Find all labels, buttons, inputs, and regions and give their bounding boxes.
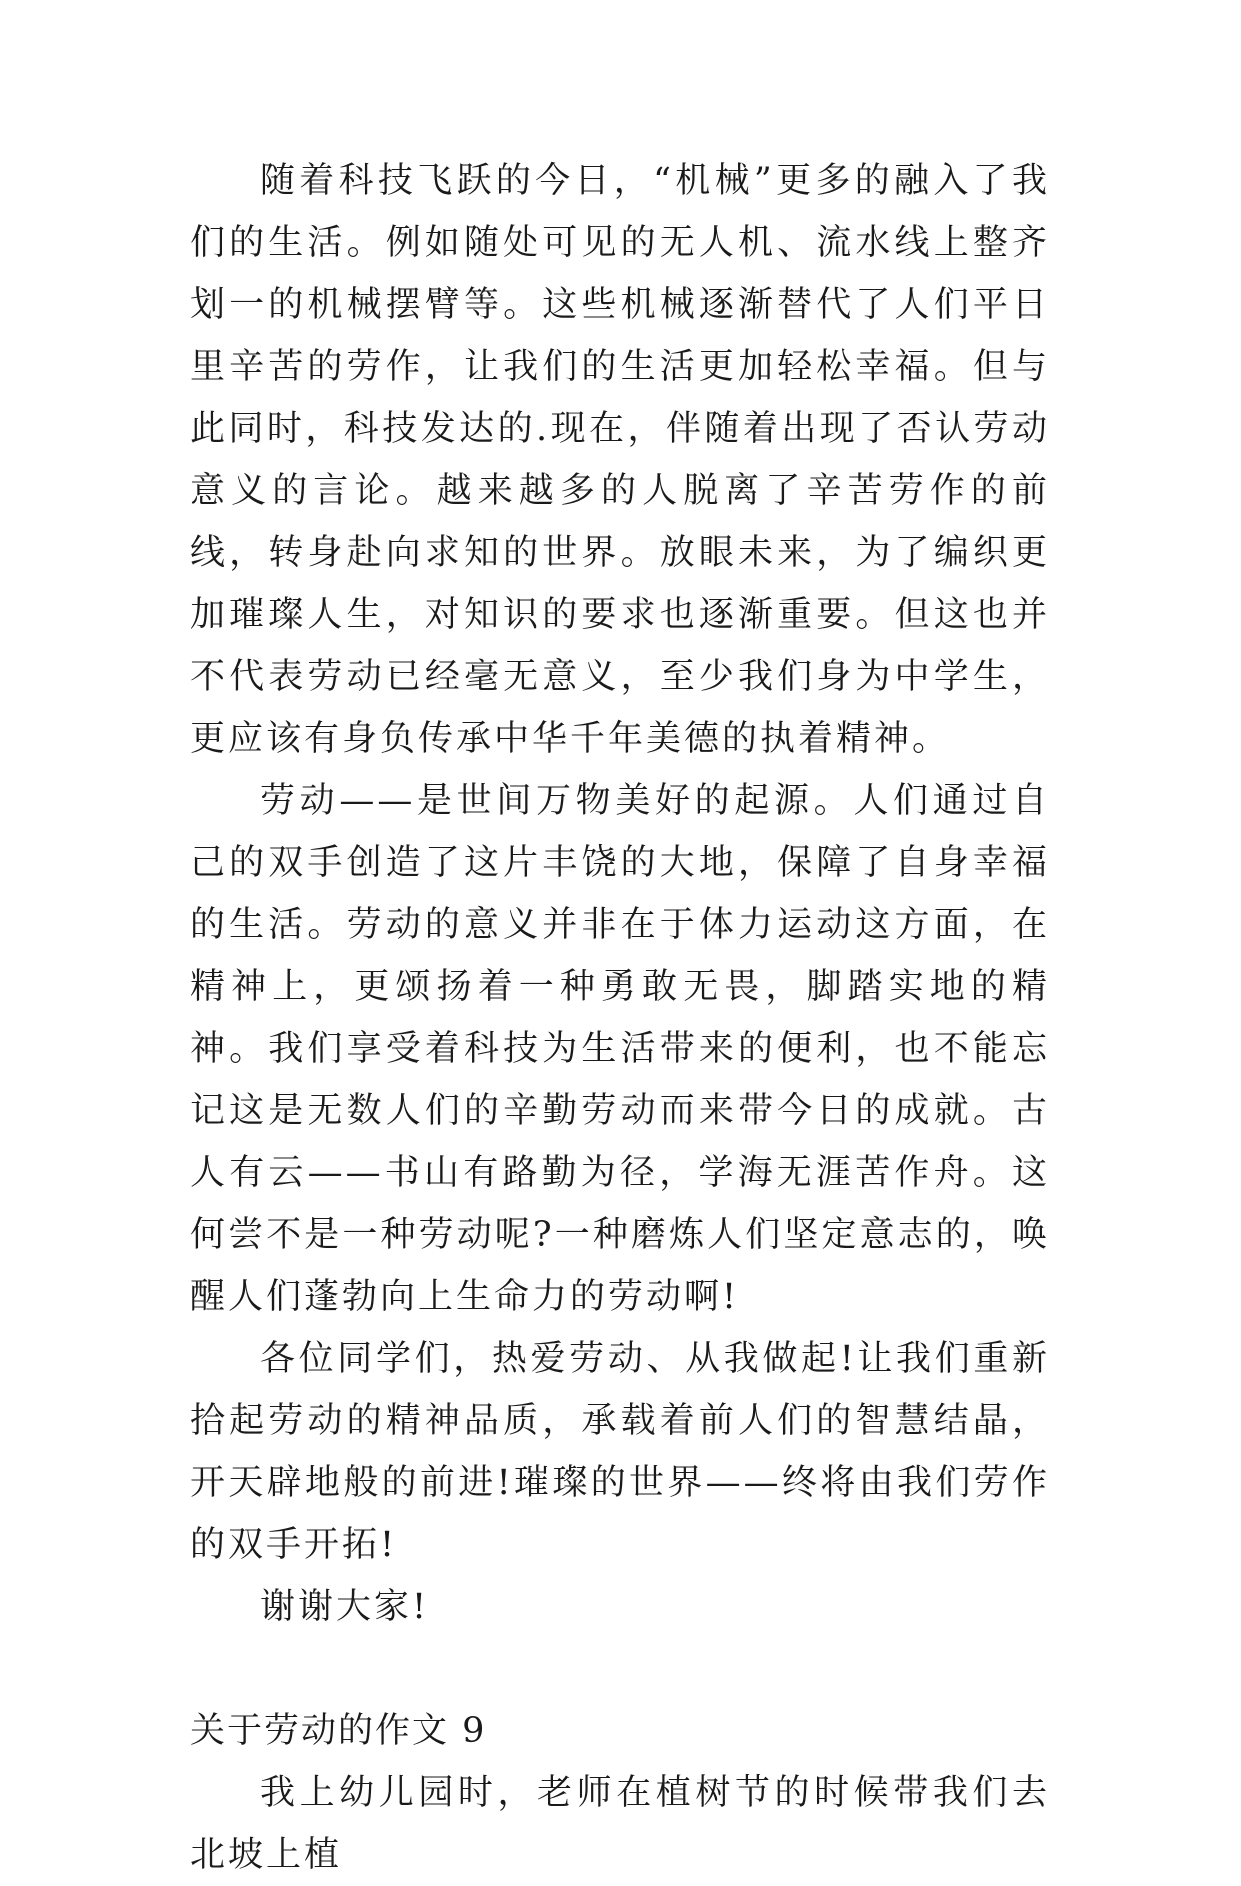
paragraph-thanks: 谢谢大家! [260,1587,430,1627]
paragraph-labor-origin: 劳动——是世间万物美好的起源。人们通过自己的双手创造了这片丰饶的大地，保障了自身幸福的生活。劳动的意义并非在于体力运动这方面，在精神上，更颂扬着一种勇敢无畏，脚踏实地的精神。我们享受着科技为生活带来的便利，也不能忘记这是无数人们的辛勤劳动而来带今日的成就。古人有云——书山有路勤为径，学海无涯苦作舟。这何尝不是一种劳动呢?一种磨炼人们坚定意志的，唤醒人们蓬勃向上生命力的劳动啊! [190,781,1050,1317]
paragraph-kindergarten: 我上幼儿园时，老师在植树节的时候带我们去北坡上植 [190,1773,1050,1875]
paragraph-call-to-action: 各位同学们，热爱劳动、从我做起!让我们重新拾起劳动的精神品质，承载着前人们的智慧结晶，开天辟地般的前进!璀璨的世界——终将由我们劳作的双手开拓! [190,1339,1050,1565]
section-heading: 关于劳动的作文 9 [190,1711,487,1751]
paragraph-technology: 随着科技飞跃的今日，“机械”更多的融入了我们的生活。例如随处可见的无人机、流水线上整齐划一的机械摆臂等。这些机械逐渐替代了人们平日里辛苦的劳作，让我们的生活更加轻松幸福。但与此同时，科技发达的.现在，伴随着出现了否认劳动意义的言论。越来越多的人脱离了辛苦劳作的前线，转身赴向求知的世界。放眼未来，为了编织更加璀璨人生，对知识的要求也逐渐重要。但这也并不代表劳动已经毫无意义，至少我们身为中学生，更应该有身负传承中华千年美德的执着精神。 [190,161,1050,759]
document-body [190,150,1050,1886]
